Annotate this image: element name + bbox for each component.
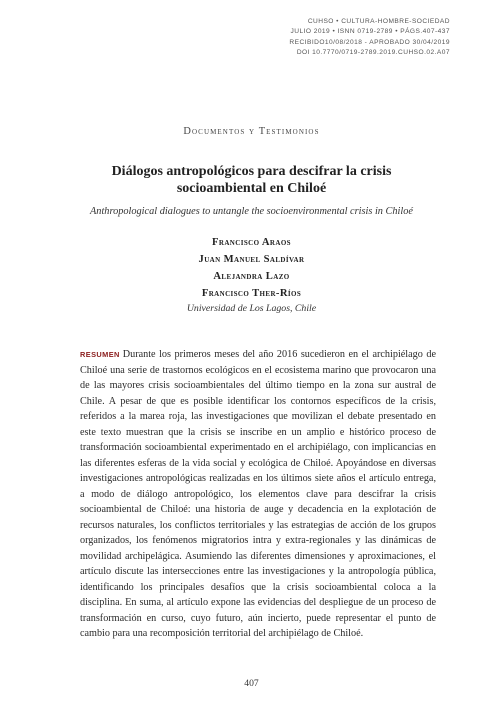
- author-block: [0, 234, 503, 315]
- abstract-paragraph: [80, 347, 436, 642]
- journal-name: CUHSO • CULTURA-HOMBRE-SOCIEDAD: [307, 18, 450, 25]
- author-name: Juan Manuel Saldívar: [198, 254, 305, 265]
- title-line-2: socioambiental en Chiloé: [176, 181, 327, 196]
- abstract-text: Durante los primeros meses del año 2016 sucedieron en el archipiélago de Chiloé una serie de trastornos ecológicos en el ecosistema marino que provocaron una de las mayores crisis socioambientales del último tiempo en la zona sur austral de Chile. A pesar de que es posible identificar los contornos específicos de la crisis, referidos a la marea roja, las investigaciones que movilizan el debate presentado en este texto muestran que la crisis se inscribe en un amplio e histórico proceso de transformación socioambiental experimentado en el archipiélago, con implicancias en las diferentes esferas de la vida social y ecológica de Chiloé. Apoyándose en diversas investigaciones antropológicas realizadas en los últimos siete años el artículo entrega, a modo de diálogo antropológico, los elementos clave para descifrar la crisis socioambiental de Chiloé: una historia de auge y decadencia en la explotación de recursos naturales, los conflictos territoriales y las estrategias de acción de los grupos organizados, los fenómenos migratorios intra y extra-regionales y las dinámicas de movilidad archipelágica. Asumiendo las diferentes dimensiones y aproximaciones, el artículo discute las intersecciones entre las investigaciones y la antropología pública, identificando los principales desafíos que la crisis socioambiental coloca a la disciplina. En suma, al artículo expone las evidencias del despliegue de un proceso de transformación en curso, cuyo futuro, aún incierto, puede representar el punto de cambio para una recomposición territorial del archipiélago de Chiloé.: [80, 349, 436, 639]
- author-name: Alejandra Lazo: [213, 271, 290, 282]
- affiliation: Universidad de Los Lagos, Chile: [186, 303, 317, 314]
- page-number: 407: [244, 678, 259, 689]
- title-line-1: Diálogos antropológicos para descifrar la crisis: [111, 164, 392, 179]
- author-name: Francisco Araos: [212, 237, 291, 248]
- english-title: Anthropological dialogues to untangle the socioenvironmental crisis in Chiloé: [90, 206, 413, 217]
- abstract: [80, 347, 436, 642]
- doi: DOI 10.7770/0719-2789.2019.CUHSO.02.A07: [296, 49, 450, 57]
- dates-info: RECIBIDO10/08/2018 - APROBADO 30/04/2019: [289, 38, 450, 46]
- author-name: Francisco Ther-Ríos: [201, 288, 302, 299]
- issue-info: JULIO 2019 • ISNN 0719-2789 • PÁGS.407-437: [290, 28, 450, 36]
- abstract-label: RESUMEN: [80, 350, 120, 359]
- article-title: [40, 163, 463, 197]
- section-label: Documentos y Testimonios: [183, 126, 320, 137]
- journal-metadata: [289, 17, 450, 59]
